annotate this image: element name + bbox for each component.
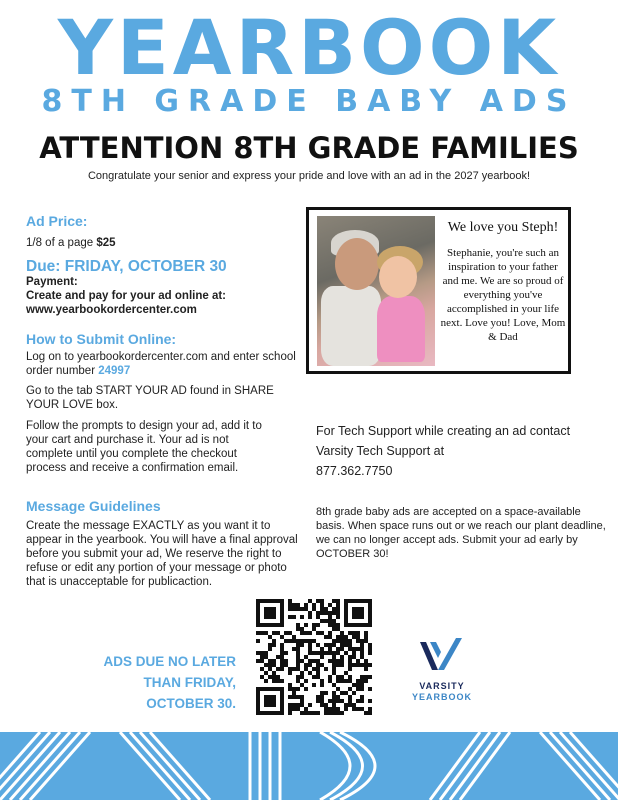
- decorative-stripe-band: [0, 732, 618, 800]
- sample-ad: [306, 207, 571, 374]
- payment-url-link[interactable]: www.yearbookordercenter.com: [26, 304, 197, 316]
- payment-text: Create and pay for your ad online at:: [26, 290, 227, 302]
- qr-code[interactable]: [256, 599, 372, 715]
- tech-support-block: [316, 421, 596, 481]
- ad-price-heading: Ad Price:: [26, 213, 88, 229]
- sample-ad-photo: [317, 216, 435, 366]
- due-date-heading: Due: FRIDAY, OCTOBER 30: [26, 258, 227, 275]
- message-guidelines-text: Create the message EXACTLY as you want it to appear in the yearbook. You will have a final approval before you submit your ad, We reserve the right to refuse or edit any portion of your message or photo that is unacceptable for publicaction.: [26, 520, 298, 588]
- payment-block: [26, 275, 296, 317]
- tech-support-text: For Tech Support while creating an ad contact Varsity Tech Support at: [316, 424, 571, 458]
- tech-support-phone[interactable]: 877.362.7750: [316, 464, 393, 478]
- sample-ad-heading: We love you Steph!: [447, 220, 559, 235]
- intro-text: Congratulate your senior and express your pride and love with an ad in the 2027 yearbook!: [87, 170, 531, 182]
- ad-price-line: [26, 236, 116, 250]
- submit-online-heading: How to Submit Online:: [26, 331, 177, 347]
- submit-step-1: [26, 350, 298, 378]
- school-order-number: 24997: [98, 365, 131, 377]
- message-guidelines-heading: Message Guidelines: [26, 498, 161, 514]
- page-subtitle: 8TH GRADE BABY ADS: [41, 84, 577, 119]
- payment-label: Payment:: [26, 276, 78, 288]
- ad-amount: $25: [96, 237, 116, 249]
- logo-word-yearbook: YEARBOOK: [411, 692, 472, 702]
- submit-step-3: Follow the prompts to design your ad, add it to your cart and purchase it. Your ad is not complete until you complete the checkout process and receive a confirmation email.: [26, 420, 262, 474]
- varsity-v-icon: [412, 636, 472, 676]
- logo-word-varsity: VARSITY: [419, 681, 465, 691]
- submit-step-1-text: Log on to yearbookordercenter.com and enter school order number: [26, 351, 296, 377]
- varsity-yearbook-logo: [402, 636, 482, 708]
- sample-ad-message: Stephanie, you're such an inspiration to your father and me. We are so proud of everything you've accomplished in your life next. Love you! Love, Mom & Dad: [440, 247, 566, 343]
- ad-size: 1/8 of a page: [26, 237, 94, 249]
- submit-step-2: Go to the tab START YOUR AD found in SHARE YOUR LOVE box.: [26, 385, 274, 411]
- attention-heading: ATTENTION 8TH GRADE FAMILIES: [39, 131, 579, 165]
- ads-due-banner: ADS DUE NO LATER THAN FRIDAY, OCTOBER 30.: [103, 654, 236, 711]
- page-title: YEARBOOK: [57, 3, 561, 92]
- acceptance-note: 8th grade baby ads are accepted on a space-available basis. When space runs out or we reach our plant deadline, we can no longer accept ads. Submit your ad early by OCTOBER 30!: [316, 506, 606, 560]
